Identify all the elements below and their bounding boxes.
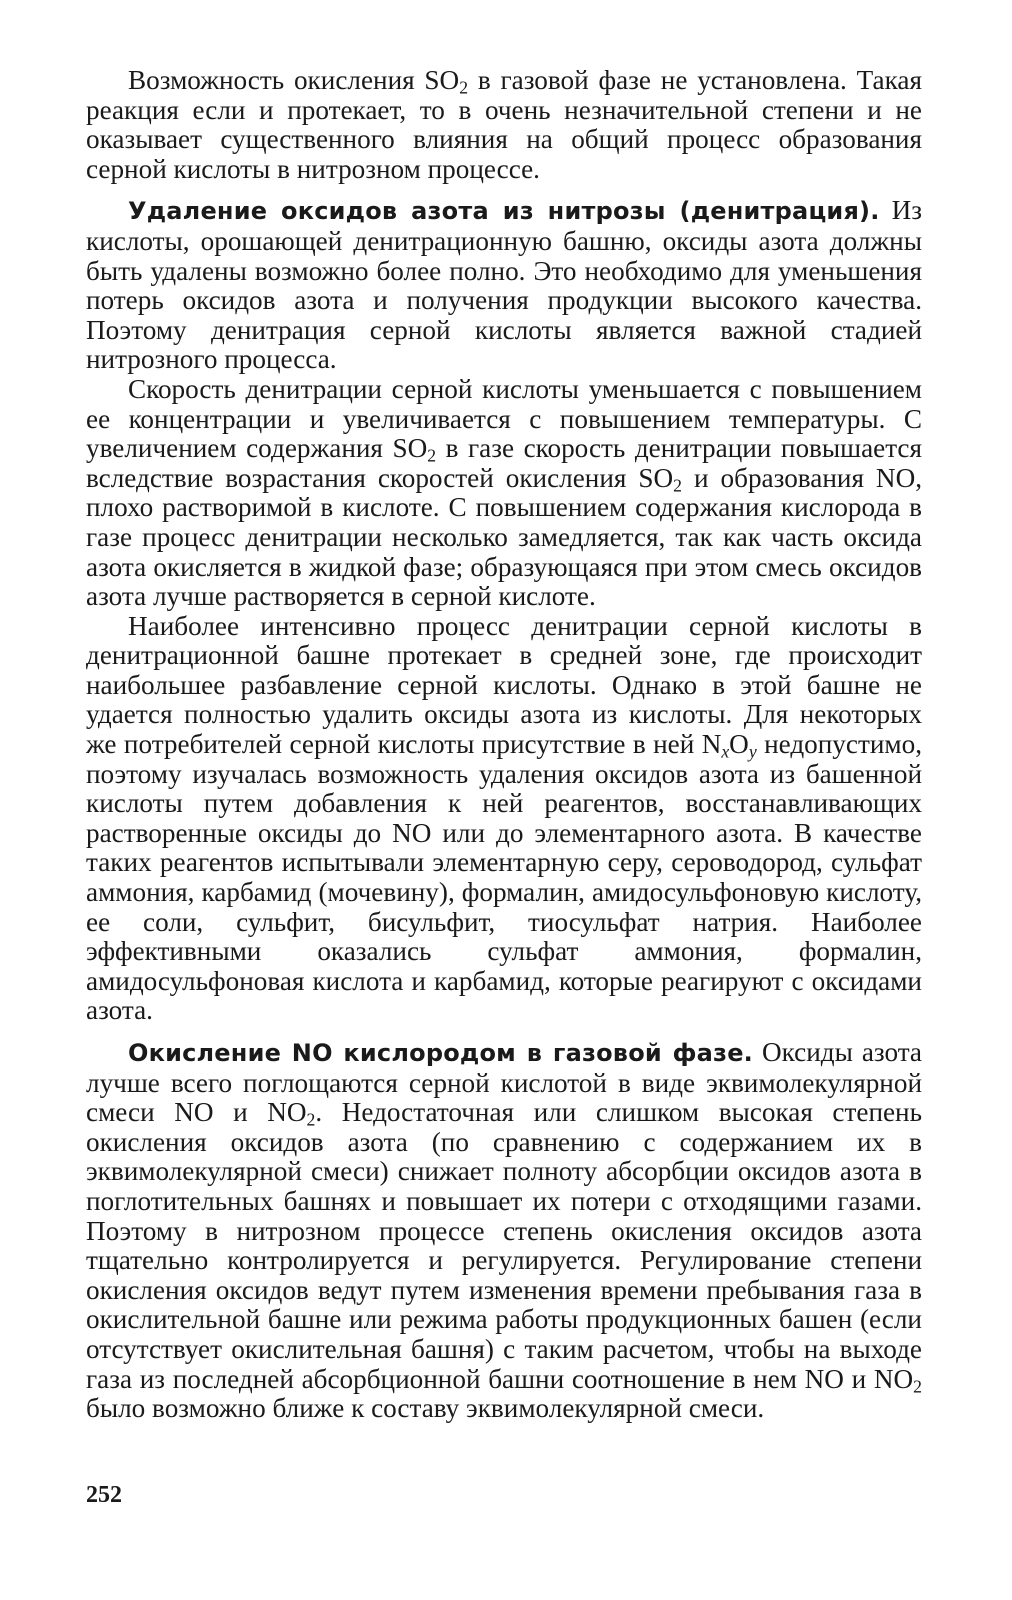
paragraph-so2-oxidation	[86, 66, 922, 184]
text-run: Скорость денитрации серной кислоты уменьшается с повышением ее концентрации и увеличивается с повышением температуры. С увеличением содержания SO	[86, 373, 922, 464]
paragraph-denitration	[86, 196, 922, 375]
text-run: было возможно ближе к составу эквимолекулярной смеси.	[86, 1393, 765, 1424]
section-heading-no-oxidation: Окисление NO кислородом в газовой фазе.	[128, 1039, 753, 1067]
text-run: Возможность окисления SO	[128, 65, 460, 95]
text-run: недопустимо, поэтому изучалась возможность удаления оксидов азота из башенной кислоты путем добавления к ней реагентов, восстанавливающих растворенные оксиды до NO или до элементарного азота. В качестве таких реагентов испытывали элементарную серу, сероводород, сульфат аммония, карбамид (мочевину), формалин, амидосульфоновую кислоту, ее соли, сульфит, бисульфит, тиосульфат натрия. Наиболее эффективными оказались сульфат аммония, формалин, амидосульфоновая кислота и карбамид, которые реагируют с оксидами азота.	[86, 729, 922, 1026]
subscript: 2	[459, 77, 469, 98]
paragraph-no-oxidation	[86, 1038, 922, 1424]
paragraph-denitration-rate	[86, 375, 922, 612]
subscript: 2	[306, 1109, 316, 1130]
text-run: . Недостаточная или слишком высокая степень окисления оксидов азота (по сравнению с содержанием их в эквимолекулярной смеси) снижает полноту абсорбции оксидов азота в поглотительных башнях и повышает их потери с отходящими газами. Поэтому в нитрозном процессе степень окисления оксидов азота тщательно контролируется и регулируется. Регулирование степени окисления оксидов ведут путем изменения времени пребывания газа в окислительной башне или режима работы продукционных башен (если отсутствует окислительная башня) с таким расчетом, чтобы на выходе газа из последней абсорбционной башни соотношение в нем NO и NO	[86, 1097, 923, 1394]
subscript: 2	[427, 445, 437, 466]
page-number: 252	[86, 1482, 122, 1508]
text-run: в газовой фазе не установлена. Такая реакция если и протекает, то в очень незначительной степени и не оказывает существенного влияния на общий процесс образования серной кислоты в нитрозном процессе.	[86, 65, 922, 184]
subscript: 2	[673, 475, 682, 496]
text-run: O	[729, 729, 749, 760]
subscript: y	[748, 741, 757, 762]
paragraph-reagents	[86, 612, 922, 1026]
text-run: Из кислоты, орошающей денитрационную башню, оксиды азота должны быть удалены возможно более полно. Это необходимо для уменьшения потерь оксидов азота и получения продукции высокого качества. Поэтому денитрация серной кислоты является важной стадией нитрозного процесса.	[86, 195, 922, 375]
text-run: Наиболее интенсивно процесс денитрации серной кислоты в денитрационной башне протекает в средней зоне, где происходит наибольшее разбавление серной кислоты. Однако в этой башне не удается полностью удалить оксиды азота из кислоты. Для некоторых же потребителей серной кислоты присутствие в ней N	[86, 610, 922, 760]
subscript: x	[721, 741, 730, 762]
page-body	[86, 66, 922, 1424]
text-run: Оксиды азота лучше всего поглощаются серной кислотой в виде эквимолекулярной смеси NO и NO	[86, 1037, 922, 1128]
text-run: и образования NO, плохо растворимой в кислоте. С повышением содержания кислорода в газе процесс денитрации несколько замедляется, так как часть оксида азота окисляется в жидкой фазе; образующаяся при этом смесь оксидов азота лучше растворяется в серной кислоте.	[86, 462, 922, 612]
subscript: 2	[913, 1375, 922, 1396]
text-run: в газе скорость денитрации повышается вследствие возрастания скоростей окисления SO	[86, 433, 923, 493]
section-heading-denitration: Удаление оксидов азота из нитрозы (денитрация).	[128, 197, 880, 226]
